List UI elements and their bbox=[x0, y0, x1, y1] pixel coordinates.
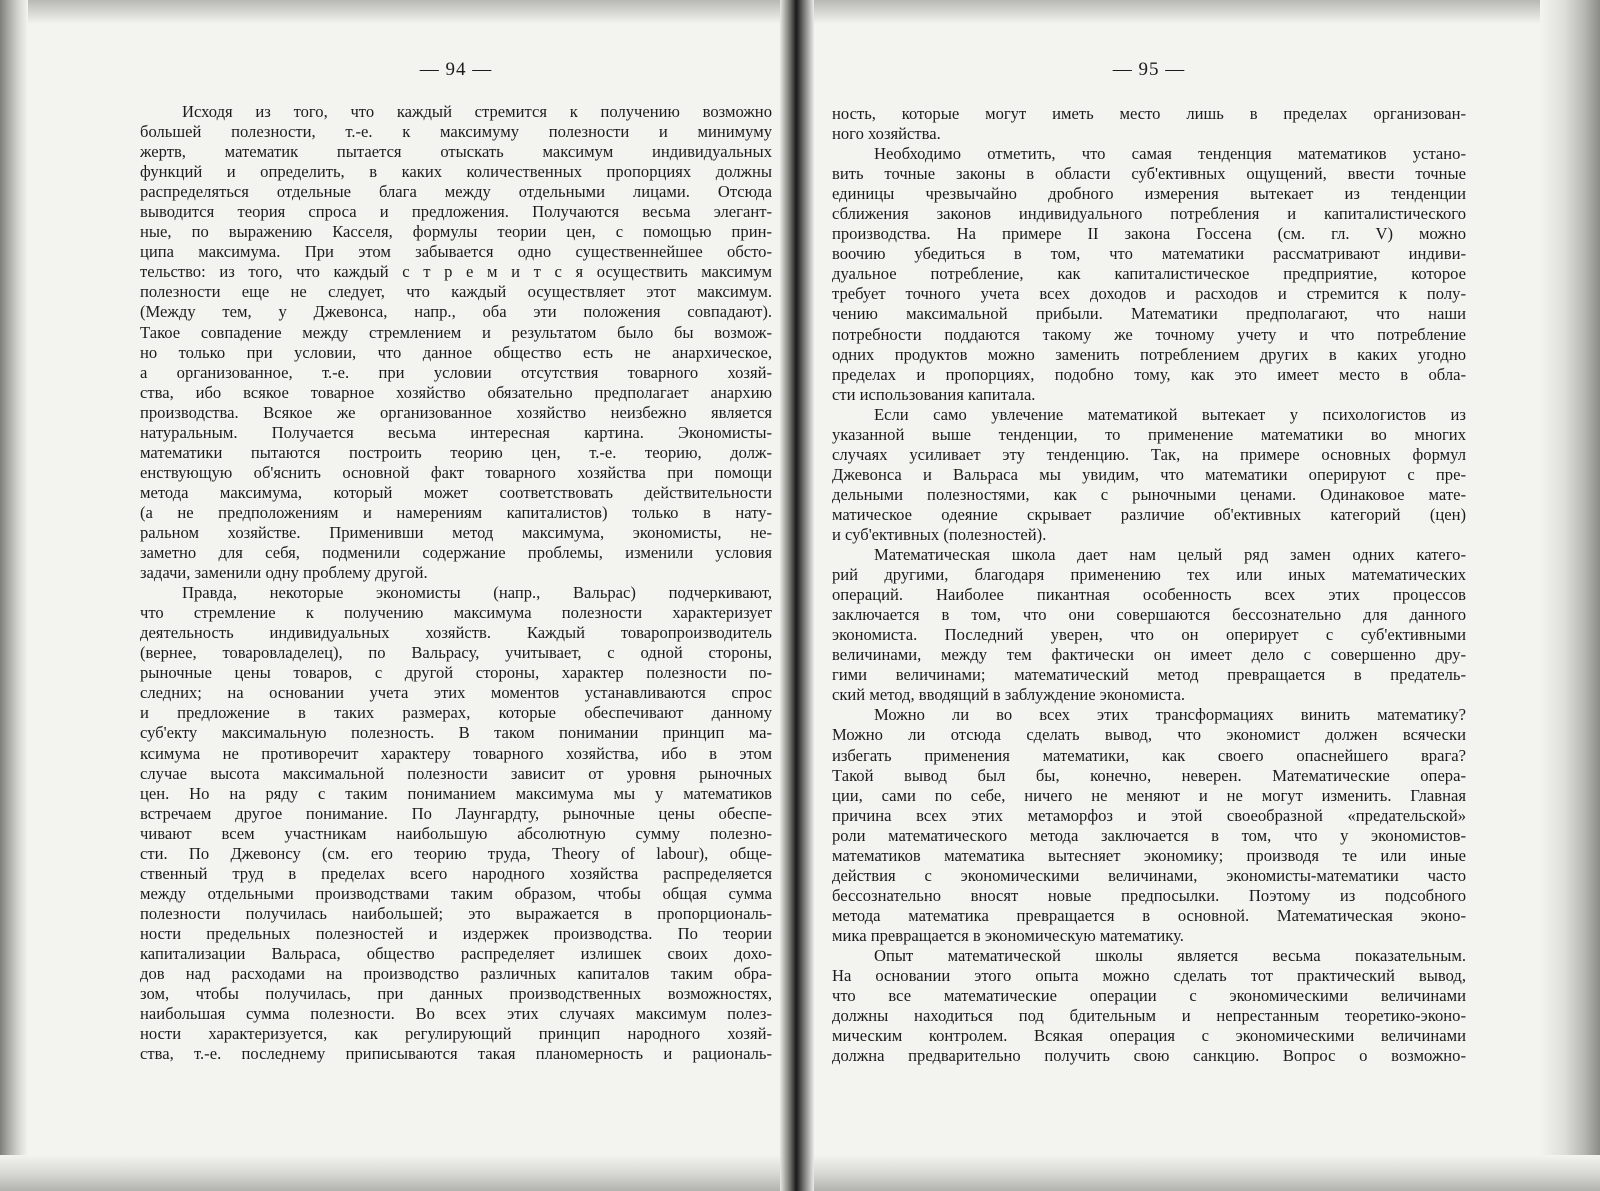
text-line: ции, сами по себе, ничего не меняют и не могут изменить. Главная bbox=[832, 785, 1466, 805]
text-line: ральном хозяйстве. Применивши метод максимума, экономисты, не- bbox=[140, 522, 772, 542]
text-line: что все математические операции с экономическими величинами bbox=[832, 986, 1466, 1006]
text-line: производства. На примере II закона Госсена (см. гл. V) можно bbox=[832, 224, 1466, 244]
text-line: следних; на основании учета этих моментов устанавливаются спрос bbox=[140, 683, 772, 703]
text-line: единицы чрезвычайно дробного измерения вытекает из тенденции bbox=[832, 184, 1466, 204]
text-line: роли математического метода заключается в том, что у экономистов- bbox=[832, 825, 1466, 845]
right-page-number: — 95 — bbox=[1112, 59, 1186, 80]
text-line: капитализации Вальраса, общество распределяет излишек своих дохо- bbox=[140, 943, 772, 963]
text-line: метода математика превращается в основной. Математическая эконо- bbox=[832, 905, 1466, 925]
text-line: цен. Но на ряду с таким пониманием максимума мы у математиков bbox=[140, 783, 772, 803]
text-line: чивают всем участникам наибольшую абсолютную сумму полезно- bbox=[140, 823, 772, 843]
text-line: Такое совпадение между стремлением и результатом было бы возмож- bbox=[140, 322, 772, 342]
text-line: потребности поддаются такому же точному учету и что потребление bbox=[832, 324, 1466, 344]
right-page bbox=[832, 58, 1466, 1066]
text-line: ственный труд в пределах всего народного хозяйства распределяется bbox=[140, 863, 772, 883]
text-line: гими величинами; математический метод превращается в предатель- bbox=[832, 665, 1466, 685]
text-line: мическим контролем. Всякая операция с экономическими величинами bbox=[832, 1026, 1466, 1046]
text-line: вить точные законы в области суб'ективных ощущений, ввести точные bbox=[832, 164, 1466, 184]
text-line: зом, чтобы получилась, при данных производственных возможностях, bbox=[140, 984, 772, 1004]
text-line: производства. Всякое же организованное хозяйство неизбежно является bbox=[140, 402, 772, 422]
text-line: матическое одеяние скрывает различие об'ективных категорий (цен) bbox=[832, 504, 1466, 524]
text-line: суб'екту максимальную полезность. В таком понимании принцип ма- bbox=[140, 723, 772, 743]
text-line: дуальное потребление, как капиталистическое предприятие, которое bbox=[832, 264, 1466, 284]
text-line: ные, по выражению Касселя, формулы теории цен, с помощью прин- bbox=[140, 222, 772, 242]
text-line: встречаем другое понимание. По Лаунгардту, рыночные цены обеспе- bbox=[140, 803, 772, 823]
right-page-text bbox=[832, 104, 1466, 1066]
book-gutter bbox=[780, 0, 814, 1191]
text-line: сти использования капитала. bbox=[832, 384, 1036, 404]
text-line: требует точного учета всех доходов и расходов и стремится к полу- bbox=[832, 284, 1466, 304]
text-line: дов над расходами на производство различных капиталов таким обра- bbox=[140, 964, 772, 984]
text-line: бессознательно вносят новые предпосылки. Поэтому из подсобного bbox=[832, 885, 1466, 905]
text-line: случаях усиливает эту тенденцию. Так, на примере основных формул bbox=[832, 444, 1466, 464]
text-line: и суб'ективных (полезностей). bbox=[832, 524, 1047, 544]
text-line: Джевонса и Вальраса мы увидим, что математики оперируют с пре- bbox=[832, 464, 1466, 484]
text-line: выводится теория спроса и предложения. Получаются весьма элегант- bbox=[140, 202, 772, 222]
left-page-text bbox=[140, 102, 772, 1064]
text-line: Если само увлечение математикой вытекает у психологистов из bbox=[874, 404, 1466, 424]
text-line: Можно ли отсюда сделать вывод, что экономист должен всячески bbox=[832, 725, 1466, 745]
text-line: (а не предположениям и намерениям капиталистов) только в нату- bbox=[140, 502, 772, 522]
text-line: математиков математика вытесняет экономику; производя те или иные bbox=[832, 845, 1466, 865]
text-line: ксимума не противоречит характеру товарного хозяйства, ибо в этом bbox=[140, 743, 772, 763]
left-page bbox=[140, 58, 772, 1064]
text-line: енствующую об'яснить основной факт товарного хозяйства при помощи bbox=[140, 462, 772, 482]
text-line: Опыт математической школы является весьма показательным. bbox=[874, 945, 1466, 965]
text-line: метода максимума, который может соответствовать действительности bbox=[140, 482, 772, 502]
text-line: что стремление к получению максимума полезности характеризует bbox=[140, 603, 772, 623]
text-line: большей полезности, т.-е. к максимуму полезности и минимуму bbox=[140, 122, 772, 142]
text-line: задачи, заменили одну проблему другой. bbox=[140, 563, 428, 583]
text-line: между отдельными производствами таким образом, чтобы общая сумма bbox=[140, 883, 772, 903]
text-line: ский метод, вводящий в заблуждение экономиста. bbox=[832, 685, 1185, 705]
text-line: заметно для себя, подменили содержание проблемы, изменили условия bbox=[140, 543, 772, 563]
text-line: функций и определить, в каких количественных пропорциях должны bbox=[140, 162, 772, 182]
text-line: Исходя из того, что каждый стремится к получению возможно bbox=[182, 102, 772, 121]
text-line: дельными полезностями, как с рыночными ценами. Одинаковое мате- bbox=[832, 484, 1466, 504]
text-line: пределах и пропорциях, подобно тому, как это имеет место в обла- bbox=[832, 364, 1466, 384]
scan-left-edge bbox=[0, 0, 28, 1191]
text-line: должны находиться под бдительным и непрестанным теоретико-эконо- bbox=[832, 1006, 1466, 1026]
text-line: Можно ли во всех этих трансформациях винить математику? bbox=[874, 705, 1466, 725]
text-line: деятельность индивидуальных хозяйств. Каждый товаропроизводитель bbox=[140, 623, 772, 643]
text-line: экономиста. Последний уверен, что он оперирует с суб'ективными bbox=[832, 625, 1466, 645]
text-line: ного хозяйства. bbox=[832, 124, 941, 144]
text-line: одних продуктов можно заменить потреблением других в каких угодно bbox=[832, 344, 1466, 364]
text-line: причина всех этих метаморфоз и этой своеобразной «предательской» bbox=[832, 805, 1466, 825]
text-line: чению максимальной прибыли. Математики предполагают, что наши bbox=[832, 304, 1466, 324]
text-line: Необходимо отметить, что самая тенденция математиков устано- bbox=[874, 144, 1466, 164]
text-line: Правда, некоторые экономисты (напр., Вальрас) подчеркивают, bbox=[182, 583, 772, 603]
text-line: Математическая школа дает нам целый ряд замен одних катего- bbox=[874, 545, 1466, 565]
text-line: избегать применения математики, как своего опаснейшего врага? bbox=[832, 745, 1466, 765]
text-line: случае высота максимальной полезности зависит от уровня рыночных bbox=[140, 763, 772, 783]
text-line: ности предельных полезностей и издержек производства. По теории bbox=[140, 923, 772, 943]
text-line: операций. Наиболее пикантная особенность всех этих процессов bbox=[832, 585, 1466, 605]
text-line: а организованное, т.-е. при условии отсутствия товарного хозяй- bbox=[140, 362, 772, 382]
text-line: действия с экономическими величинами, экономисты-математики часто bbox=[832, 865, 1466, 885]
text-line: но только при условии, что данное общество есть не анархическое, bbox=[140, 342, 772, 362]
text-line: указанной выше тенденции, то применение математики во многих bbox=[832, 424, 1466, 444]
text-line: ства, ибо всякое товарное хозяйство обязательно предполагает анархию bbox=[140, 382, 772, 402]
text-line: (Между тем, у Джевонса, напр., оба эти положения совпадают). bbox=[140, 302, 772, 322]
text-line: заключается в том, что они совершаются бессознательно для данного bbox=[832, 605, 1466, 625]
text-line: наибольшая сумма полезности. Во всех этих случаях максимум полез- bbox=[140, 1004, 772, 1024]
text-line: распределяться отдельные блага между отдельными лицами. Отсюда bbox=[140, 182, 772, 202]
text-line: На основании этого опыта можно сделать тот практический вывод, bbox=[832, 966, 1466, 986]
text-line: должна предварительно получить свою санкцию. Вопрос о возможно- bbox=[832, 1046, 1466, 1066]
left-page-number: — 94 — bbox=[419, 59, 493, 80]
scan-right-edge bbox=[1540, 0, 1600, 1191]
text-line: и предложение в таких размерах, которые обеспечивают данному bbox=[140, 703, 772, 723]
text-line: ности характеризуется, как регулирующий принцип народного хозяй- bbox=[140, 1024, 772, 1044]
text-line: сти. По Джевонсу (см. его теорию труда, Theory of labour), обще- bbox=[140, 843, 772, 863]
text-line: натуральным. Получается весьма интересная картина. Экономисты- bbox=[140, 422, 772, 442]
text-line: рыночные цены товаров, с другой стороны, характер полезности по- bbox=[140, 663, 772, 683]
text-line: математики пытаются построить теорию цен, т.-е. теорию, долж- bbox=[140, 442, 772, 462]
text-line: Такой вывод был бы, конечно, неверен. Математические опера- bbox=[832, 765, 1466, 785]
text-line: жертв, математик пытается отыскать максимум индивидуальных bbox=[140, 142, 772, 162]
text-line: рий другими, благодаря применению тех или иных математических bbox=[832, 565, 1466, 585]
text-line: полезности получилась наибольшей; это выражается в пропорциональ- bbox=[140, 903, 772, 923]
text-line: величинами, между тем фактически он имеет дело с совершенно дру- bbox=[832, 645, 1466, 665]
text-line: мика превращается в экономическую математику. bbox=[832, 925, 1184, 945]
text-line: воочию убедиться в том, что математики рассматривают индиви- bbox=[832, 244, 1466, 264]
text-line: сближения законов индивидуального потребления и капиталистического bbox=[832, 204, 1466, 224]
text-line: тельство: из того, что каждый с т р е м и т с я осуществить максимум bbox=[140, 262, 772, 282]
text-line: ства, т.-е. последнему приписываются такая планомерность и рациональ- bbox=[140, 1044, 772, 1064]
text-line: полезности еще не следует, что каждый осуществляет этот максимум. bbox=[140, 282, 772, 302]
text-line: ципа максимума. При этом забывается одно существеннейшее обсто- bbox=[140, 242, 772, 262]
text-line: (вернее, товаровладелец), по Вальрасу, учитывает, с одной стороны, bbox=[140, 643, 772, 663]
text-line: ность, которые могут иметь место лишь в пределах организован- bbox=[832, 104, 1466, 123]
